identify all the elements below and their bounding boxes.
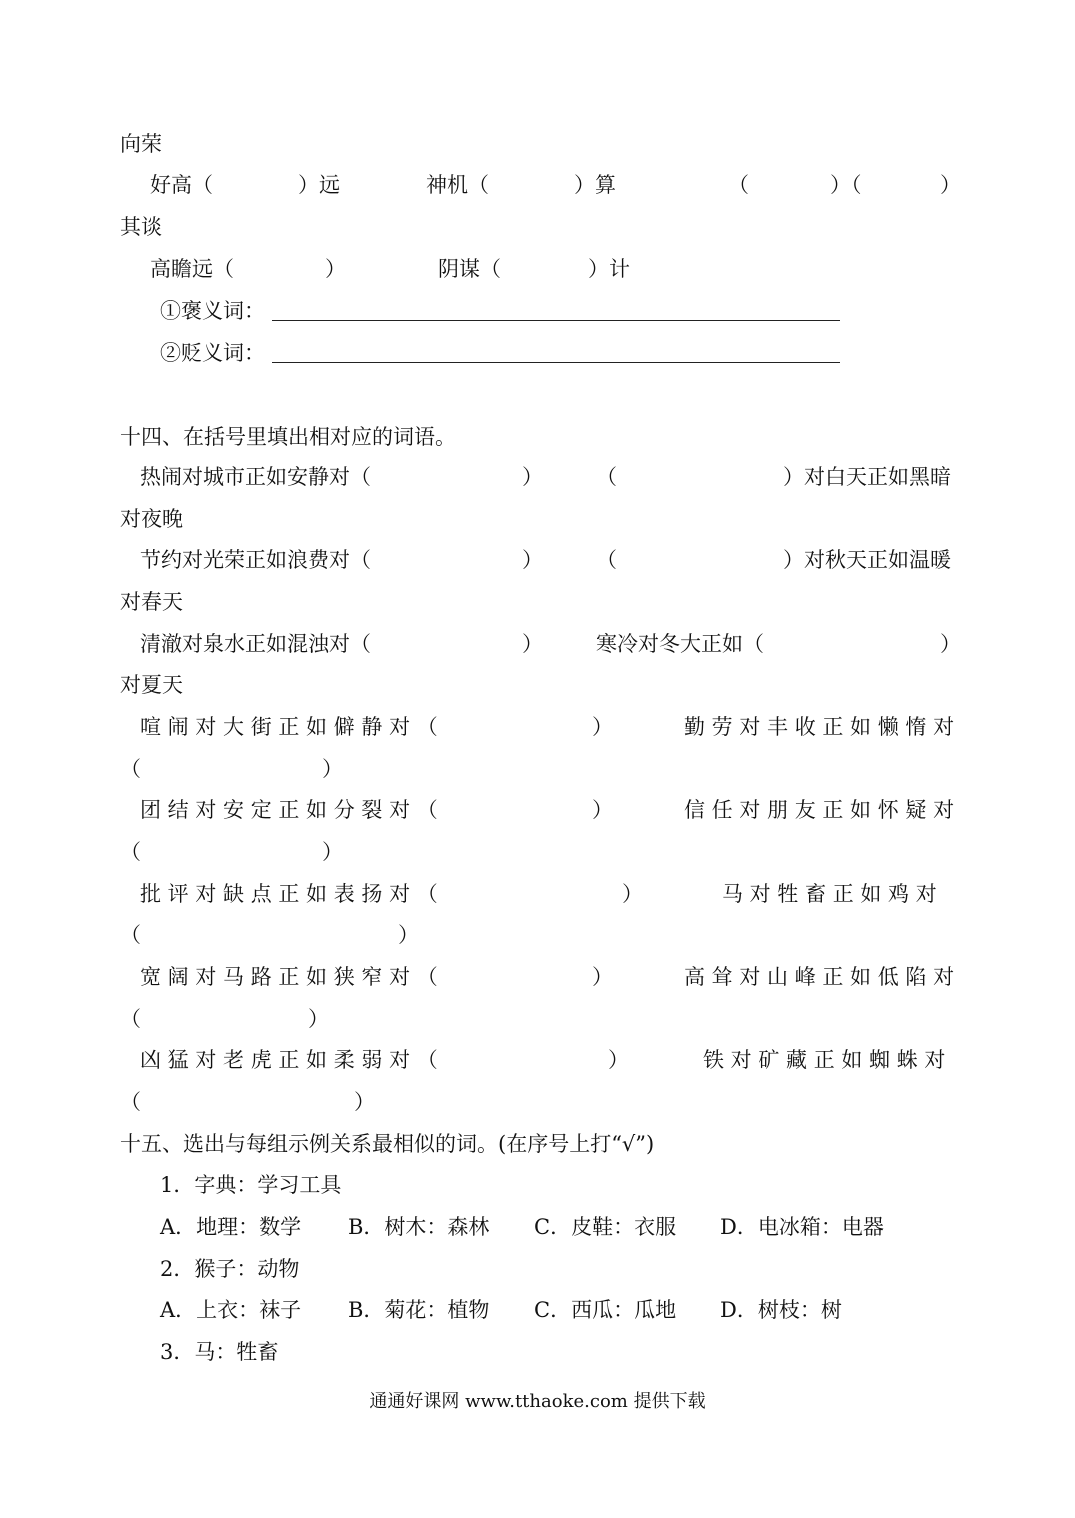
idiom-blank: ）计 bbox=[588, 257, 630, 281]
analogy-text: ） bbox=[322, 757, 343, 781]
question-label: ②贬义词： bbox=[160, 341, 265, 365]
analogy-text: 节约对光荣正如浪费对（ bbox=[140, 548, 371, 572]
analogy-text: 对夜晚 bbox=[120, 507, 183, 531]
option-d[interactable]: D．电冰箱：电器 bbox=[720, 1215, 884, 1239]
analogy-text: ） bbox=[592, 798, 613, 822]
idiom-blank: ） bbox=[940, 173, 961, 197]
idiom-blank: ）算 bbox=[574, 173, 616, 197]
analogy-text: ） bbox=[940, 632, 961, 656]
analogy-text: ） bbox=[398, 923, 419, 947]
analogy-text: 清澈对泉水正如混浊对（ bbox=[140, 632, 371, 656]
analogy-text: 批 评 对 缺 点 正 如 表 扬 对 （ bbox=[140, 882, 438, 906]
analogy-text: ） bbox=[522, 548, 543, 572]
analogy-text: 喧 闹 对 大 街 正 如 僻 静 对 （ bbox=[140, 715, 438, 739]
analogy-text: 宽 阔 对 马 路 正 如 狭 窄 对 （ bbox=[140, 965, 438, 989]
idiom-blank: 阴谋（ bbox=[438, 257, 501, 281]
analogy-text: （ bbox=[120, 840, 141, 864]
idiom-blank: 好高（ bbox=[150, 173, 213, 197]
page-footer: 通通好课网 www.tthaoke.com 提供下载 bbox=[369, 1391, 706, 1412]
idiom-blank: ）（ bbox=[830, 173, 862, 197]
analogy-text: 对春天 bbox=[120, 590, 183, 614]
text-line: 其谈 bbox=[120, 215, 162, 239]
analogy-text: 马 对 牲 畜 正 如 鸡 对 bbox=[722, 882, 937, 906]
idiom-blank: 高瞻远（ bbox=[150, 257, 234, 281]
analogy-text: 团 结 对 安 定 正 如 分 裂 对 （ bbox=[140, 798, 438, 822]
analogy-text: 信 任 对 朋 友 正 如 怀 疑 对 bbox=[684, 798, 955, 822]
analogy-text: 凶 猛 对 老 虎 正 如 柔 弱 对 （ bbox=[140, 1048, 438, 1072]
analogy-text: ） bbox=[622, 882, 643, 906]
analogy-text: （ bbox=[596, 548, 617, 572]
analogy-text: ） bbox=[354, 1090, 375, 1114]
section-title: 十五、选出与每组示例关系最相似的词。(在序号上打“√”) bbox=[120, 1132, 655, 1156]
analogy-text: ） bbox=[322, 840, 343, 864]
analogy-text: 勤 劳 对 丰 收 正 如 懒 惰 对 bbox=[684, 715, 955, 739]
section-title: 十四、在括号里填出相对应的词语。 bbox=[120, 425, 456, 449]
analogy-text: ） bbox=[608, 1048, 629, 1072]
analogy-text: 高 耸 对 山 峰 正 如 低 陷 对 bbox=[684, 965, 955, 989]
option-b[interactable]: B．菊花：植物 bbox=[348, 1298, 490, 1322]
analogy-text: ） bbox=[308, 1007, 329, 1031]
option-a[interactable]: A．地理：数学 bbox=[160, 1215, 302, 1239]
analogy-text: （ bbox=[120, 1007, 141, 1031]
option-a[interactable]: A．上衣：袜子 bbox=[160, 1298, 302, 1322]
analogy-text: （ bbox=[120, 1090, 141, 1114]
option-c[interactable]: C．西瓜：瓜地 bbox=[534, 1298, 677, 1322]
analogy-text: 热闹对城市正如安静对（ bbox=[140, 465, 371, 489]
analogy-text: 铁 对 矿 藏 正 如 蜘 蛛 对 bbox=[703, 1048, 946, 1072]
analogy-text: ） bbox=[522, 465, 543, 489]
analogy-text: （ bbox=[120, 757, 141, 781]
analogy-text: ） bbox=[592, 965, 613, 989]
analogy-text: ） bbox=[522, 632, 543, 656]
answer-line[interactable] bbox=[272, 320, 840, 321]
analogy-text: （ bbox=[120, 923, 141, 947]
analogy-text: ）对白天正如黑暗 bbox=[783, 465, 951, 489]
idiom-blank: ） bbox=[325, 257, 346, 281]
analogy-text: ）对秋天正如温暖 bbox=[783, 548, 951, 572]
option-d[interactable]: D．树枝：树 bbox=[720, 1298, 842, 1322]
option-b[interactable]: B．树木：森林 bbox=[348, 1215, 490, 1239]
analogy-text: ） bbox=[592, 715, 613, 739]
idiom-blank: 神机（ bbox=[426, 173, 489, 197]
question-stem: 1．字典：学习工具 bbox=[160, 1173, 342, 1197]
analogy-text: 对夏天 bbox=[120, 673, 183, 697]
option-c[interactable]: C．皮鞋：衣服 bbox=[534, 1215, 677, 1239]
analogy-text: 寒冷对冬大正如（ bbox=[596, 632, 764, 656]
idiom-blank: ）远 bbox=[298, 173, 340, 197]
idiom-blank: （ bbox=[728, 173, 749, 197]
text-line: 向荣 bbox=[120, 132, 162, 156]
question-label: ①褒义词： bbox=[160, 299, 265, 323]
answer-line[interactable] bbox=[272, 362, 840, 363]
question-stem: 3．马：牲畜 bbox=[160, 1340, 279, 1364]
question-stem: 2．猴子：动物 bbox=[160, 1257, 300, 1281]
analogy-text: （ bbox=[596, 465, 617, 489]
